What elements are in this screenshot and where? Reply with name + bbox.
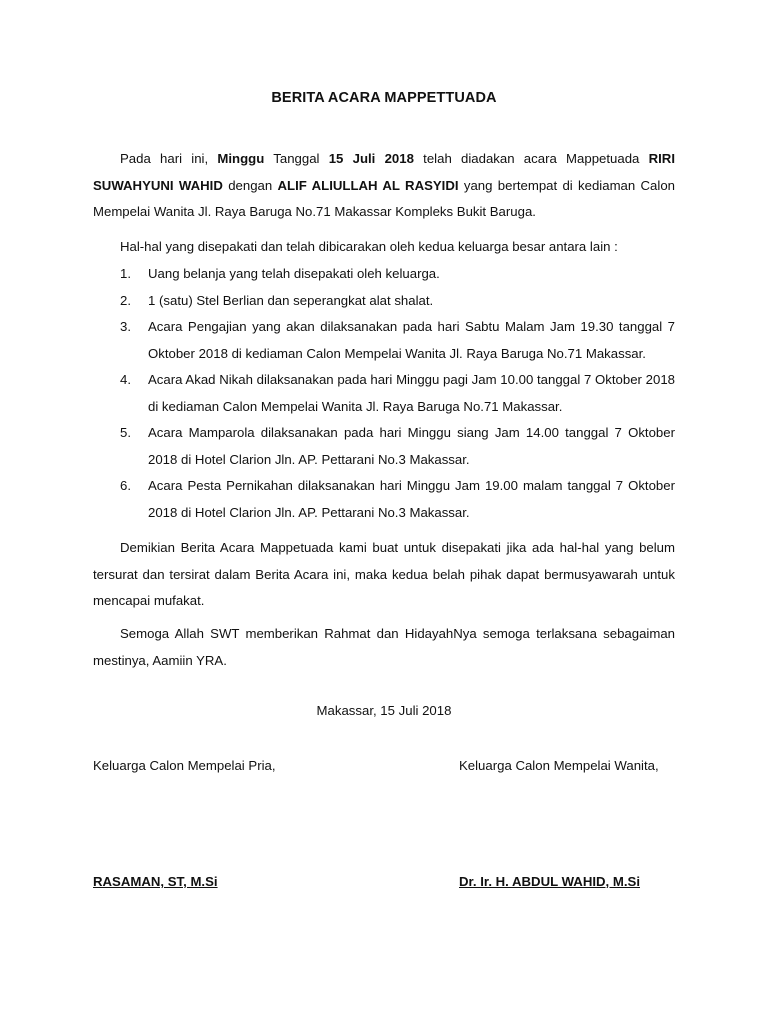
closing-paragraph: Demikian Berita Acara Mappetuada kami buat untuk disepakati jika ada hal-hal yang belum tersurat dan tersirat dalam Berita Acara ini, maka kedua belah pihak dapat bermusyawarah untuk mencapai mufakat. — [93, 540, 675, 608]
list-item — [93, 420, 675, 473]
list-item — [93, 314, 675, 367]
opening-text-3: telah diadakan acara Mappetuada — [413, 151, 649, 166]
list-item — [93, 473, 675, 526]
list-item-text: Acara Pengajian yang akan dilaksanakan pada hari Sabtu Malam Jam 19.30 tanggal 7 Oktober 2018 di kediaman Calon Mempelai Wanita Jl. Raya Baruga No.71 Makassar. — [148, 319, 675, 361]
place-and-date: Makassar, 15 Juli 2018 — [316, 703, 452, 718]
groom-family-signatory: RASAMAN, ST, M.Si — [93, 874, 218, 889]
agreement-intro: Hal-hal yang disepakati dan telah dibicarakan oleh kedua keluarga besar antara lain : — [120, 239, 618, 254]
list-item-number: 3. — [120, 319, 131, 334]
list-item-number: 6. — [120, 478, 131, 493]
bride-name: RIRI SUWAHYUNI WAHID — [93, 151, 675, 193]
list-item-text: Acara Akad Nikah dilaksanakan pada hari Minggu pagi Jam 10.00 tanggal 7 Oktober 2018 di kediaman Calon Mempelai Wanita Jl. Raya Baruga No.71 Makassar. — [148, 372, 675, 414]
opening-text-2: Tanggal — [264, 151, 329, 166]
opening-text-4: dengan — [222, 177, 278, 193]
opening-text-5: yang bertempat di kediaman Calon Mempelai Wanita Jl. Raya Baruga No.71 Makassar Kompleks Bukit Baruga. — [93, 177, 675, 219]
bride-family-label: Keluarga Calon Mempelai Wanita, — [459, 758, 659, 773]
list-item-text: Acara Pesta Pernikahan dilaksanakan hari Minggu Jam 19.00 malam tanggal 7 Oktober 2018 di Hotel Clarion Jln. AP. Pettarani No.3 Makassar. — [148, 478, 675, 520]
groom-family-label: Keluarga Calon Mempelai Pria, — [93, 758, 276, 773]
opening-date: 15 Juli 2018 — [328, 151, 414, 166]
opening-text-1: Pada hari ini, — [120, 151, 218, 166]
prayer-paragraph: Semoga Allah SWT memberikan Rahmat dan HidayahNya semoga terlaksana sebagaiman mestinya, Aamiin YRA. — [93, 626, 675, 668]
list-item-number: 5. — [120, 425, 131, 440]
list-item-text: Acara Mamparola dilaksanakan pada hari Minggu siang Jam 14.00 tanggal 7 Oktober 2018 di Hotel Clarion Jln. AP. Pettarani No.3 Makassar. — [148, 425, 675, 467]
list-item — [93, 288, 675, 315]
list-item — [93, 261, 675, 288]
bride-family-signatory: Dr. Ir. H. ABDUL WAHID, M.Si — [459, 874, 640, 889]
list-item-number: 1. — [120, 266, 131, 281]
list-item-number: 4. — [120, 372, 131, 387]
agreement-list — [93, 261, 675, 526]
document-title: BERITA ACARA MAPPETTUADA — [271, 90, 497, 106]
list-item — [93, 367, 675, 420]
opening-day: Minggu — [217, 151, 265, 166]
opening-paragraph — [93, 146, 675, 226]
list-item-text: 1 (satu) Stel Berlian dan seperangkat alat shalat. — [148, 292, 434, 308]
list-item-number: 2. — [120, 292, 131, 308]
list-item-text: Uang belanja yang telah disepakati oleh keluarga. — [148, 266, 440, 281]
groom-name: ALIF ALIULLAH AL RASYIDI — [277, 177, 459, 193]
